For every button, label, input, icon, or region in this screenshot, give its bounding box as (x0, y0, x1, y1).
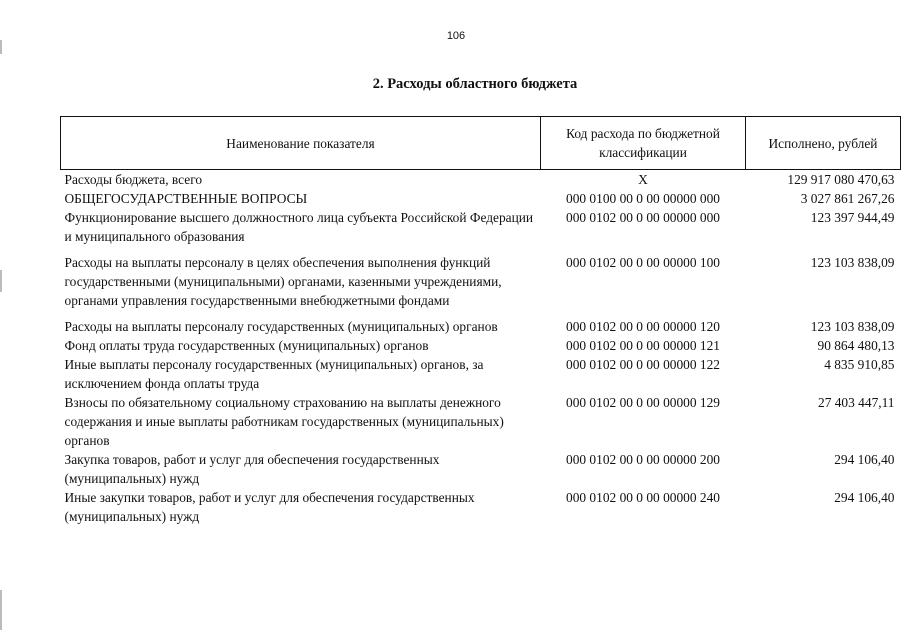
row-name: Функционирование высшего должностного лица субъекта Российской Федерации и муниципального образования (64, 210, 534, 244)
table-row (61, 253, 901, 317)
table-row (61, 208, 901, 253)
scan-artifact (0, 270, 2, 292)
row-name: Иные выплаты персоналу государственных (муниципальных) органов, за исключением фонда оплаты труда (64, 357, 484, 391)
row-name: Закупка товаров, работ и услуг для обеспечения государственных (муниципальных) нужд (64, 452, 440, 486)
scan-artifact (0, 590, 2, 630)
row-amount: 123 397 944,49 (810, 210, 895, 225)
row-amount: 129 917 080 470,63 (787, 172, 895, 187)
row-code: 000 0100 00 0 00 00000 000 (566, 191, 720, 206)
row-code: 000 0102 00 0 00 00000 000 (566, 210, 720, 225)
table-row (61, 393, 901, 450)
header-amount: Исполнено, рублей (746, 117, 901, 170)
table-row (61, 170, 901, 190)
row-name: Расходы на выплаты персоналу в целях обеспечения выполнения функций государственными (муниципальными) органами, казенными учреждениями, органами управления государственными внебюджетными фондами (64, 255, 502, 308)
row-code: X (638, 172, 648, 187)
row-amount: 90 864 480,13 (817, 338, 895, 353)
header-code: Код расхода по бюджетной классификации (541, 117, 746, 170)
row-amount: 4 835 910,85 (824, 357, 895, 372)
row-code: 000 0102 00 0 00 00000 129 (566, 395, 720, 410)
table-row (61, 317, 901, 336)
scan-artifact (0, 40, 2, 54)
row-code: 000 0102 00 0 00 00000 120 (566, 319, 720, 334)
table-row (61, 189, 901, 208)
row-code: 000 0102 00 0 00 00000 200 (566, 452, 720, 467)
row-code: 000 0102 00 0 00 00000 100 (566, 255, 720, 270)
header-name: Наименование показателя (61, 117, 541, 170)
row-code: 000 0102 00 0 00 00000 240 (566, 490, 720, 505)
row-name: Расходы бюджета, всего (64, 172, 203, 187)
table-row (61, 450, 901, 488)
row-amount: 27 403 447,11 (818, 395, 895, 410)
row-amount: 294 106,40 (834, 452, 895, 467)
row-code: 000 0102 00 0 00 00000 121 (566, 338, 720, 353)
row-amount: 3 027 861 267,26 (800, 191, 895, 206)
table-row (61, 488, 901, 526)
row-name: Фонд оплаты труда государственных (муниципальных) органов (64, 338, 429, 353)
budget-table (60, 116, 901, 526)
table-row (61, 336, 901, 355)
row-amount: 123 103 838,09 (810, 255, 895, 270)
table-row (61, 355, 901, 393)
table-header-row (61, 117, 901, 170)
row-name: Взносы по обязательному социальному страхованию на выплаты денежного содержания и иные выплаты работникам государственных (муниципальных) органов (64, 395, 504, 448)
row-name: Иные закупки товаров, работ и услуг для обеспечения государственных (муниципальных) нужд (64, 490, 475, 524)
page-number: 106 (446, 30, 466, 42)
row-code: 000 0102 00 0 00 00000 122 (566, 357, 720, 372)
row-amount: 123 103 838,09 (810, 319, 895, 334)
section-title: 2. Расходы областного бюджета (372, 76, 578, 92)
row-amount: 294 106,40 (834, 490, 895, 505)
row-name: ОБЩЕГОСУДАРСТВЕННЫЕ ВОПРОСЫ (64, 191, 308, 206)
row-name: Расходы на выплаты персоналу государственных (муниципальных) органов (64, 319, 498, 334)
